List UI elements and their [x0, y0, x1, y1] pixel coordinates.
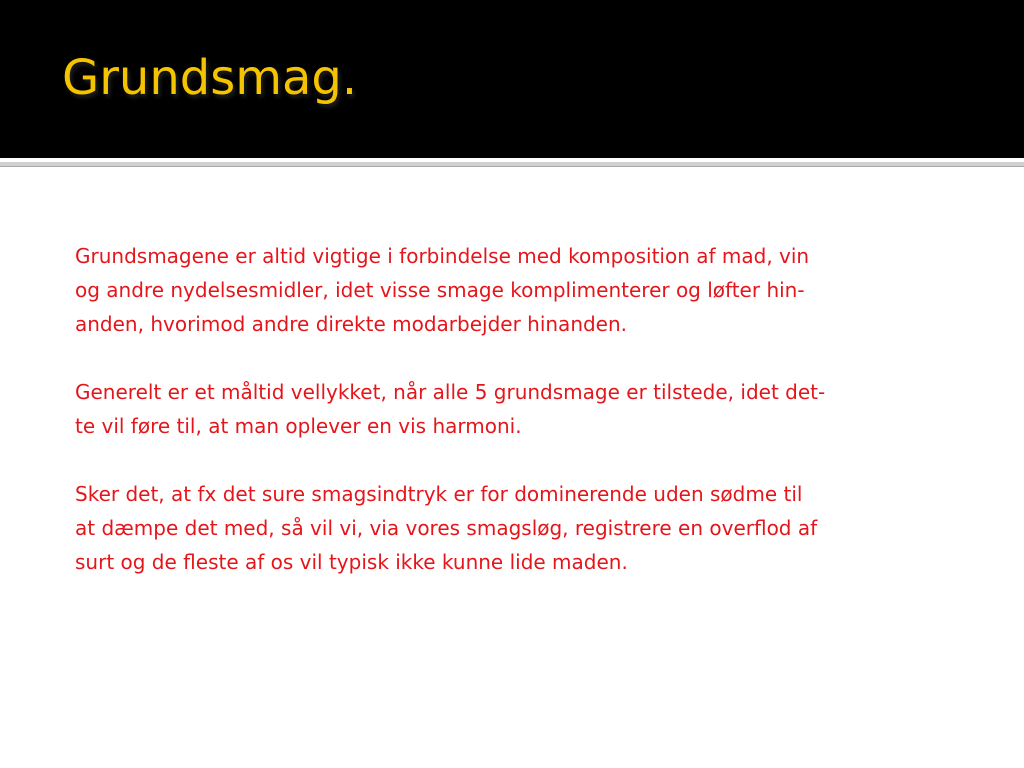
- paragraph-line: surt og de fleste af os vil typisk ikke kunne lide maden.: [75, 550, 628, 574]
- paragraph-2: [75, 375, 985, 443]
- paragraph-3: [75, 477, 985, 579]
- paragraph-line: Grundsmagene er altid vigtige i forbindelse med komposition af mad, vin: [75, 244, 810, 268]
- title-divider: [0, 162, 1024, 167]
- paragraph-line: at dæmpe det med, så vil vi, via vores smagsløg, registrere en overflod af: [75, 516, 818, 540]
- paragraph-line: Generelt er et måltid vellykket, når alle 5 grundsmage er tilstede, idet det-: [75, 380, 826, 404]
- paragraph-line: og andre nydelsesmidler, idet visse smage komplimenterer og løfter hin-: [75, 278, 805, 302]
- paragraph-1: [75, 239, 985, 341]
- paragraph-line: Sker det, at fx det sure smagsindtryk er for dominerende uden sødme til: [75, 482, 803, 506]
- paragraph-line: anden, hvorimod andre direkte modarbejder hinanden.: [75, 312, 628, 336]
- slide-body: [75, 239, 985, 613]
- title-bar: [0, 0, 1024, 158]
- paragraph-line: te vil føre til, at man oplever en vis harmoni.: [75, 414, 522, 438]
- slide-title: Grundsmag.: [62, 50, 358, 106]
